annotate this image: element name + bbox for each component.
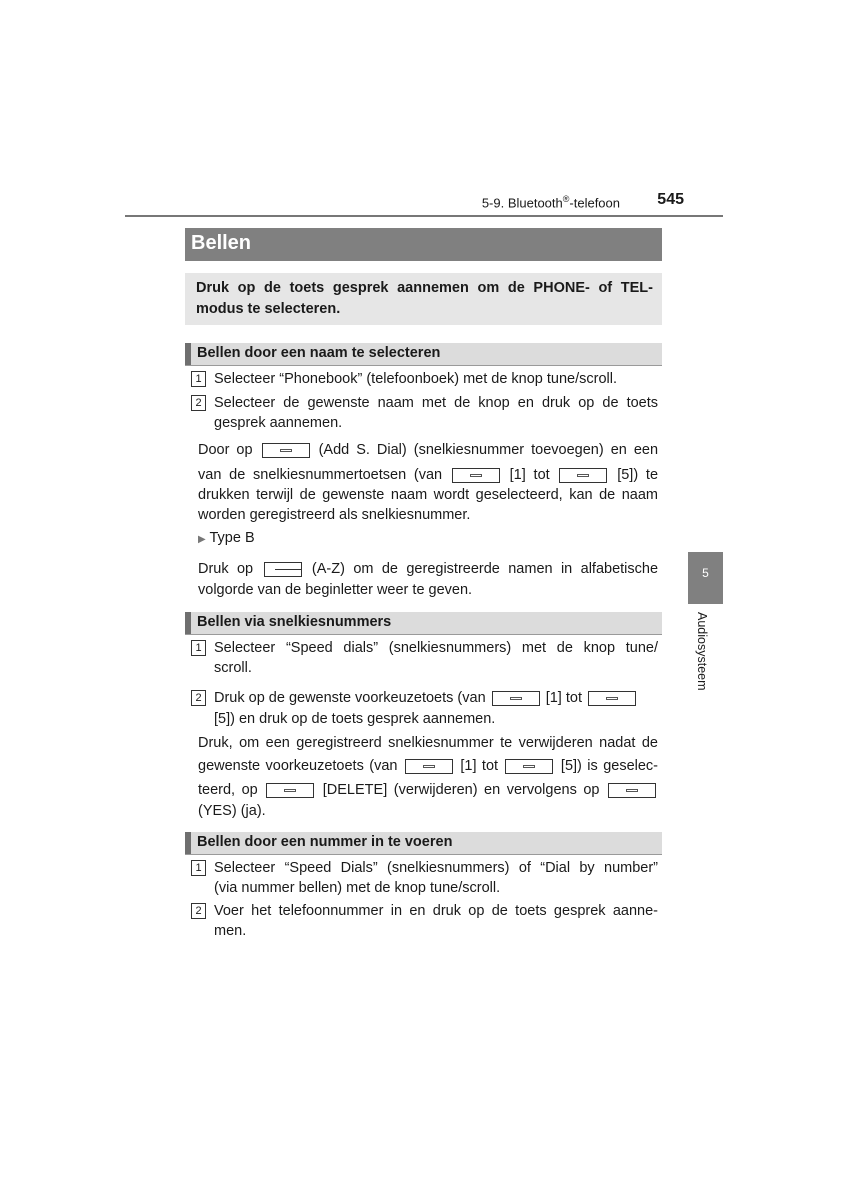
section-heading: Bellen door een naam te selecteren bbox=[197, 345, 441, 361]
speed-dial-5-button-icon bbox=[559, 468, 607, 483]
add-speed-dial-button-icon bbox=[262, 443, 310, 458]
section-heading-bar bbox=[185, 343, 662, 366]
speed-dial-1-button-icon bbox=[492, 691, 540, 706]
step-number: 2 bbox=[191, 395, 206, 411]
speed-dial-1-button-icon bbox=[452, 468, 500, 483]
running-header: 5-9. Bluetooth®-telefoon bbox=[481, 194, 620, 211]
step-text: Selecteer de gewenste naam met de knop en druk op de toets bbox=[214, 395, 658, 411]
chapter-label: Audiosysteem bbox=[695, 612, 709, 691]
section-heading-bar bbox=[185, 612, 662, 635]
step-text: Selecteer “Speed Dials” (snelkiesnummers) of “Dial by number” bbox=[214, 860, 658, 876]
speed-dial-5-button-icon bbox=[505, 759, 553, 774]
page-title-bar bbox=[185, 228, 662, 261]
chapter-number: 5 bbox=[702, 566, 709, 580]
note-line: van de snelkiesnummertoetsen (van [1] tot [5]) te bbox=[198, 467, 659, 483]
yes-button-icon bbox=[608, 783, 656, 798]
section-heading-bar bbox=[185, 832, 662, 855]
type-label: ▶ Type B bbox=[198, 530, 255, 546]
step-text: (via nummer bellen) met de knop tune/scroll. bbox=[214, 880, 501, 896]
a-z-button-icon bbox=[264, 562, 302, 577]
note-line: Druk op (A-Z) om de geregistreerde namen in alfabetische bbox=[198, 561, 659, 577]
note-line: Druk, om een geregistreerd snelkiesnummer te verwijderen nadat de bbox=[198, 735, 658, 751]
header-rule bbox=[125, 215, 723, 217]
step-text: scroll. bbox=[214, 660, 252, 676]
note-line: teerd, op [DELETE] (verwijderen) en vervolgens op bbox=[198, 780, 658, 800]
page-title: Bellen bbox=[191, 232, 252, 254]
step-number: 1 bbox=[191, 371, 206, 387]
step-number: 1 bbox=[191, 640, 206, 656]
intro-box bbox=[185, 273, 662, 325]
step-text: gesprek aannemen. bbox=[214, 415, 343, 431]
step-text: Selecteer “Phonebook” (telefoonboek) met de knop tune/scroll. bbox=[214, 371, 618, 387]
step-text: Druk op de gewenste voorkeuzetoets (van [1] tot bbox=[214, 688, 638, 708]
note-line: gewenste voorkeuzetoets (van [1] tot [5]) is geselec- bbox=[198, 758, 659, 774]
delete-button-icon bbox=[266, 783, 314, 798]
chapter-tab bbox=[688, 552, 723, 604]
step-number: 1 bbox=[191, 860, 206, 876]
note-line: drukken terwijl de gewenste naam wordt geselecteerd, kan de naam bbox=[198, 487, 658, 503]
step-number: 2 bbox=[191, 690, 206, 706]
step-number: 2 bbox=[191, 903, 206, 919]
note-line: (YES) (ja). bbox=[198, 803, 266, 819]
intro-text: Druk op de toets gesprek aannemen om de PHONE- of TEL-modus te selecteren. bbox=[196, 280, 653, 317]
step-text: Voer het telefoonnummer in en druk op de toets gesprek aanne- bbox=[214, 903, 658, 919]
section-heading: Bellen via snelkiesnummers bbox=[197, 614, 392, 630]
speed-dial-5-button-icon bbox=[588, 691, 636, 706]
step-text: [5]) en druk op de toets gesprek aannemen. bbox=[214, 711, 496, 727]
note-line: worden geregistreerd als snelkiesnummer. bbox=[198, 507, 471, 523]
step-text: Selecteer “Speed dials” (snelkiesnummers) met de knop tune/ bbox=[214, 640, 658, 656]
speed-dial-1-button-icon bbox=[405, 759, 453, 774]
page-number: 545 bbox=[657, 191, 684, 208]
note-line: Door op (Add S. Dial) (snelkiesnummer toevoegen) en een bbox=[198, 442, 659, 458]
section-heading: Bellen door een nummer in te voeren bbox=[197, 834, 453, 850]
triangle-bullet-icon: ▶ bbox=[198, 534, 206, 545]
note-line: volgorde van de beginletter weer te geven. bbox=[198, 582, 473, 598]
step-text: men. bbox=[214, 923, 247, 939]
